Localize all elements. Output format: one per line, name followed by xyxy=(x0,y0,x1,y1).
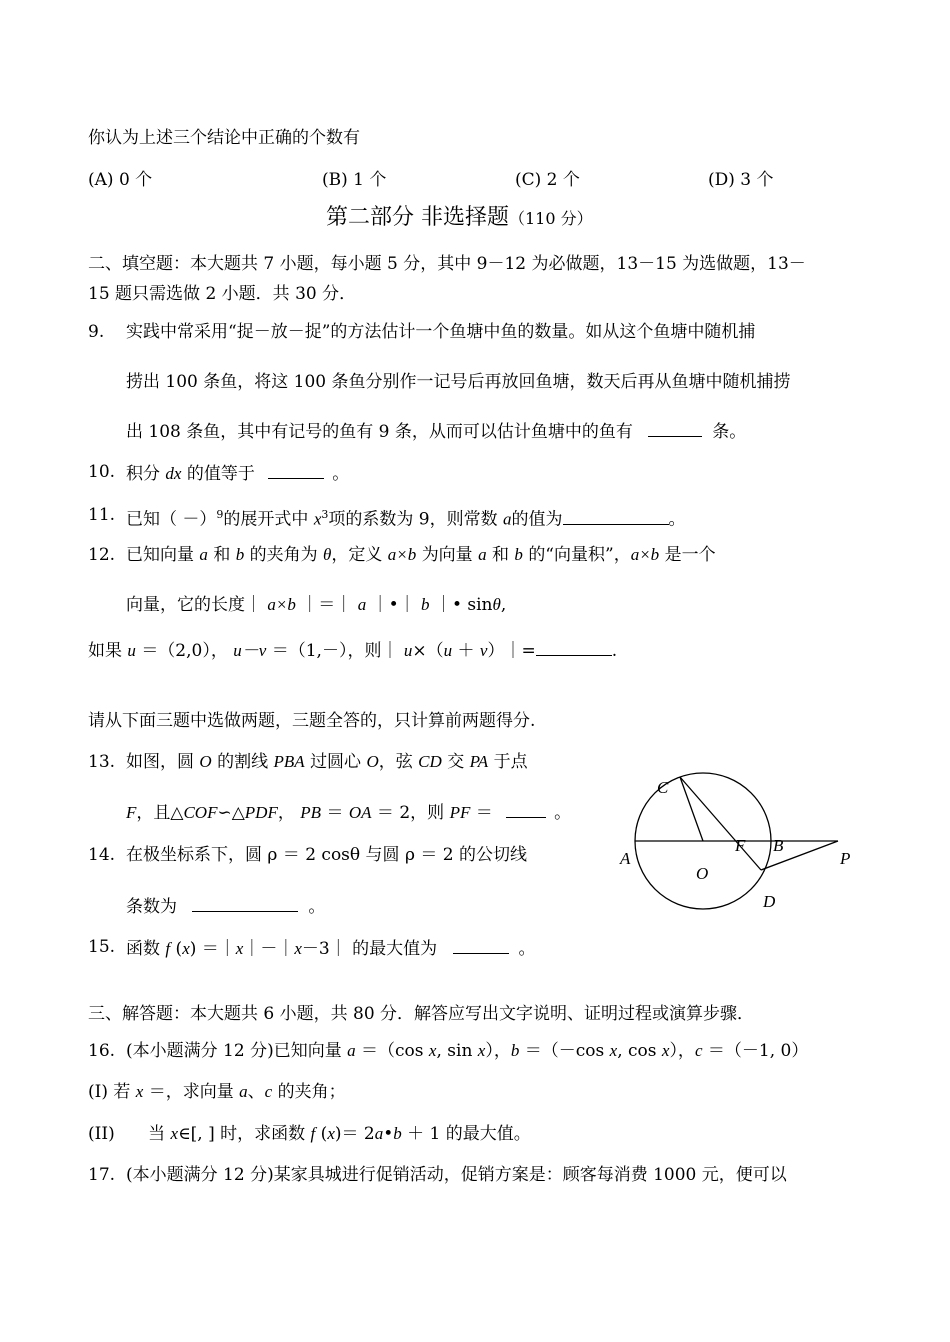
q14-line1: 在极坐标系下，圆 ρ ＝ 2 cosθ 与圆 ρ ＝ 2 的公切线 xyxy=(126,845,527,865)
label-d: D xyxy=(763,892,776,911)
q12-axb2: a×b xyxy=(630,545,660,564)
q13-l2-t0: ，且△ xyxy=(136,803,184,823)
q12-l3-uv: u－v xyxy=(233,641,267,660)
q12-l2-t4: , xyxy=(500,595,507,615)
q15-tail: 。 xyxy=(518,939,536,959)
q12-t3: ，定义 xyxy=(331,545,383,565)
part2-heading xyxy=(326,206,593,231)
q9-line3 xyxy=(126,418,746,444)
q16-b: b xyxy=(510,1041,520,1060)
q13-o: O xyxy=(199,752,212,771)
q16-p2-t0: (II) xyxy=(88,1124,115,1144)
q16-p1-t1: ＝，求向量 xyxy=(148,1082,234,1102)
q15-t2: ) ＝｜ xyxy=(189,939,236,959)
q15-line xyxy=(126,935,536,961)
q13-t1: 的割线 xyxy=(217,752,269,772)
label-c: C xyxy=(657,778,669,797)
q9-tail: 条。 xyxy=(712,422,747,442)
q10-number: 10. xyxy=(88,462,116,482)
q12-l3-t5: ）｜= xyxy=(487,641,536,661)
label-a: A xyxy=(620,849,631,868)
q16-p2-dot: • xyxy=(383,1124,394,1144)
q10-line xyxy=(126,460,349,486)
q14-text: 条数为 xyxy=(126,897,177,917)
q12-t2: 的夹角为 xyxy=(249,545,318,565)
q16-t6: ）， xyxy=(669,1041,695,1061)
q10-dx: dx xyxy=(165,464,182,483)
q12-l3-u3: u xyxy=(443,641,453,660)
q12-line1 xyxy=(126,543,716,567)
q12-tail: . xyxy=(611,641,618,661)
q16-p1-t2: 、 xyxy=(247,1082,265,1102)
q16-p2-x2: x xyxy=(327,1124,335,1143)
q12-l3-t4: ＋ xyxy=(457,641,475,661)
q14-number: 14. xyxy=(88,845,116,865)
q16-x4: x xyxy=(661,1041,670,1060)
part2-title: 第二部分 非选择题 xyxy=(326,205,509,230)
q10-tail: 。 xyxy=(332,464,350,484)
q16-part1 xyxy=(88,1080,346,1104)
q11-text-c: 项的系数为 9，则常数 xyxy=(328,509,498,530)
q13-t5: 于点 xyxy=(493,752,528,772)
q15-f: f xyxy=(165,939,171,958)
q16-p2-f: f xyxy=(310,1124,316,1143)
q11-number: 11. xyxy=(88,505,116,525)
q13-oa: OA xyxy=(348,803,372,822)
q9-number: 9. xyxy=(88,322,105,342)
q16-p1-a: a xyxy=(239,1082,248,1101)
q12-t0: 已知向量 xyxy=(126,545,194,565)
q12-t4: 为向量 xyxy=(421,545,473,565)
q13-pba: PBA xyxy=(273,752,305,771)
label-p: P xyxy=(840,849,851,868)
q16-p1-x: x xyxy=(135,1082,144,1101)
q9-line2: 捞出 100 条鱼，将这 100 条鱼分别作一记号后再放回鱼塘，数天后再从鱼塘中随机捕捞 xyxy=(126,372,791,392)
q12-line2 xyxy=(126,593,506,617)
q12-l2-b: b xyxy=(421,595,430,614)
q15-number: 15. xyxy=(88,937,116,957)
q13-answer-blank[interactable] xyxy=(506,799,546,818)
q13-pa: PA xyxy=(469,752,489,771)
q16-t2: , sin xyxy=(436,1041,473,1061)
q12-l2-a: a xyxy=(357,595,367,614)
q14-answer-blank[interactable] xyxy=(192,893,298,912)
q16-number: 16. xyxy=(88,1041,116,1061)
q14-line2 xyxy=(126,893,325,919)
q16-t7: ＝（－1, 0） xyxy=(707,1041,809,1061)
label-f: F xyxy=(735,836,746,855)
q15-t3: ｜－｜ xyxy=(243,939,295,959)
q13-t4: 交 xyxy=(447,752,465,772)
q13-pf: PF xyxy=(449,803,471,822)
q12-l3-v: v xyxy=(479,641,488,660)
label-b: B xyxy=(773,836,784,855)
q11-a: a xyxy=(503,509,512,529)
choice-b: (B) 1 个 xyxy=(322,170,387,190)
q16-part2 xyxy=(88,1122,531,1146)
q16-p2-b: b xyxy=(393,1124,402,1143)
q12-l3-t3: ×（ xyxy=(412,641,444,661)
q12-a2: a xyxy=(478,545,487,564)
q12-axb: a×b xyxy=(387,545,417,564)
q17-number: 17. xyxy=(88,1165,116,1185)
label-o: O xyxy=(696,864,709,883)
q16-p2-t3: ( xyxy=(320,1124,328,1144)
q16-p2-x: x xyxy=(170,1124,179,1143)
q12-l3-t1: ＝（2,0）， xyxy=(141,641,228,661)
choice-a: (A) 0 个 xyxy=(88,170,153,190)
q13-number: 13. xyxy=(88,752,116,772)
q10-text-a: 积分 xyxy=(126,464,160,484)
q12-t5: 和 xyxy=(492,545,509,565)
q12-a: a xyxy=(199,545,208,564)
q11-line xyxy=(126,503,686,532)
q12-l2-theta: θ xyxy=(492,595,501,614)
q13-o2: O xyxy=(366,752,379,771)
q11-tail: 。 xyxy=(668,509,686,530)
q12-t1: 和 xyxy=(213,545,231,565)
q11-x: x xyxy=(313,509,322,529)
q13-cof: COF xyxy=(183,803,218,822)
q12-answer-blank[interactable] xyxy=(536,637,612,656)
part2-score: （110 分） xyxy=(509,209,593,228)
q13-t0: 如图，圆 xyxy=(126,752,194,772)
q13-line2 xyxy=(126,799,571,825)
section2-line2: 15 题只需选做 2 小题．共 30 分． xyxy=(88,284,357,304)
q9-answer-blank[interactable] xyxy=(648,418,702,437)
q13-tail: 。 xyxy=(554,803,572,823)
q13-l2-t5: ＝ xyxy=(475,803,493,823)
q16-p2-t1: 当 xyxy=(148,1124,166,1144)
q15-x: x xyxy=(182,939,190,958)
q13-l2-t2: ， xyxy=(277,803,295,823)
q13-pdf: PDF xyxy=(244,803,278,822)
q16-t4: ＝（－cos xyxy=(524,1041,605,1061)
q12-l3-t2: ＝（1,－），则｜ xyxy=(271,641,399,661)
q10-text-b: 的值等于 xyxy=(186,464,255,484)
q16-t1: ＝（cos xyxy=(361,1041,424,1061)
q12-b2: b xyxy=(514,545,523,564)
q16-t5: , cos xyxy=(617,1041,657,1061)
q12-theta: θ xyxy=(323,545,332,564)
q9-text: 出 108 条鱼，其中有记号的鱼有 9 条，从而可以估计鱼塘中的鱼有 xyxy=(126,422,633,442)
q11-text-d: 的值为 xyxy=(511,509,563,530)
q16-c: c xyxy=(694,1041,703,1060)
q15-x3: x xyxy=(294,939,302,958)
section2-line1: 二、填空题：本大题共 7 小题，每小题 5 分，其中 9－12 为必做题，13－15 为选做题，13－ xyxy=(88,254,806,274)
q16-p1-t0: (I) 若 xyxy=(88,1082,131,1102)
q13-f: F xyxy=(126,803,137,822)
q15-t4: －3｜ 的最大值为 xyxy=(301,939,438,959)
q12-line3 xyxy=(88,637,617,663)
q11-answer-blank[interactable] xyxy=(563,506,669,525)
q16-p1-t3: 的夹角； xyxy=(277,1082,346,1102)
q12-l3-u: u xyxy=(127,641,136,660)
q13-pb: PB xyxy=(300,803,322,822)
q12-l2-t0: 向量，它的长度｜ xyxy=(126,595,262,615)
q16-p1-c: c xyxy=(264,1082,273,1101)
q15-t1: ( xyxy=(175,939,183,959)
q12-l3-t0: 如果 xyxy=(88,641,122,661)
q12-number: 12. xyxy=(88,545,116,565)
q13-cd: CD xyxy=(418,752,442,771)
q16-x2: x xyxy=(477,1041,486,1060)
q16-x3: x xyxy=(609,1041,618,1060)
optional-note: 请从下面三题中选做两题，三题全答的，只计算前两题得分. xyxy=(88,711,536,731)
q11-sup9: 9 xyxy=(216,508,224,521)
q10-answer-blank[interactable] xyxy=(268,460,324,479)
q13-l2-t4: ＝ 2，则 xyxy=(376,803,445,823)
choice-d: (D) 3 个 xyxy=(708,170,774,190)
q16-p2-t5: ＋ 1 的最大值。 xyxy=(407,1124,531,1144)
q16-a: a xyxy=(347,1041,356,1060)
q12-l2-t1: ｜＝｜ xyxy=(301,595,353,615)
q15-t0: 函数 xyxy=(126,939,160,959)
q12-t7: 是一个 xyxy=(664,545,716,565)
q11-sup3: 3 xyxy=(321,508,329,521)
q12-l2-t3: ｜• sin xyxy=(434,595,493,615)
q9-line1: 实践中常采用“捉－放－捉”的方法估计一个鱼塘中鱼的数量。如从这个鱼塘中随机捕 xyxy=(126,322,756,342)
q14-tail: 。 xyxy=(308,897,326,917)
q16-line1 xyxy=(126,1039,808,1063)
choice-c: (C) 2 个 xyxy=(515,170,580,190)
q13-line1 xyxy=(126,750,528,774)
q12-l2-t2: ｜•｜ xyxy=(371,595,416,615)
section3-heading: 三、解答题：本大题共 6 小题，共 80 分．解答应写出文字说明、证明过程或演算步骤． xyxy=(88,1004,755,1024)
q12-t6: 的“向量积”， xyxy=(528,545,631,565)
q16-p2-t2: ∈[, ] 时，求函数 xyxy=(178,1124,306,1144)
q12-l3-u2: u xyxy=(403,641,413,660)
q17-line: (本小题满分 12 分)某家具城进行促销活动，促销方案是：顾客每消费 1000 元，便可以 xyxy=(126,1165,787,1185)
q16-x1: x xyxy=(428,1041,437,1060)
q16-t3: ）， xyxy=(485,1041,511,1061)
q13-l2-t1: ∽△ xyxy=(217,803,245,823)
q12-b: b xyxy=(235,545,245,564)
q11-text-a: 已知（ －） xyxy=(126,509,217,530)
q15-x2: x xyxy=(235,939,244,958)
circle-secant-figure xyxy=(612,770,862,920)
intro-question: 你认为上述三个结论中正确的个数有 xyxy=(88,128,360,148)
q13-t3: ，弦 xyxy=(378,752,413,772)
q13-l2-t3: ＝ xyxy=(326,803,344,823)
figure-radius-oc xyxy=(680,777,703,841)
q15-answer-blank[interactable] xyxy=(453,935,509,954)
q16-p2-t4: )＝ 2 xyxy=(334,1124,375,1144)
q16-p2-a: a xyxy=(374,1124,384,1143)
q13-t2: 过圆心 xyxy=(310,752,362,772)
q12-l2-axb: a×b xyxy=(267,595,296,614)
q11-text-b: 的展开式中 xyxy=(223,509,309,530)
q16-t0: (本小题满分 12 分)已知向量 xyxy=(126,1041,342,1061)
